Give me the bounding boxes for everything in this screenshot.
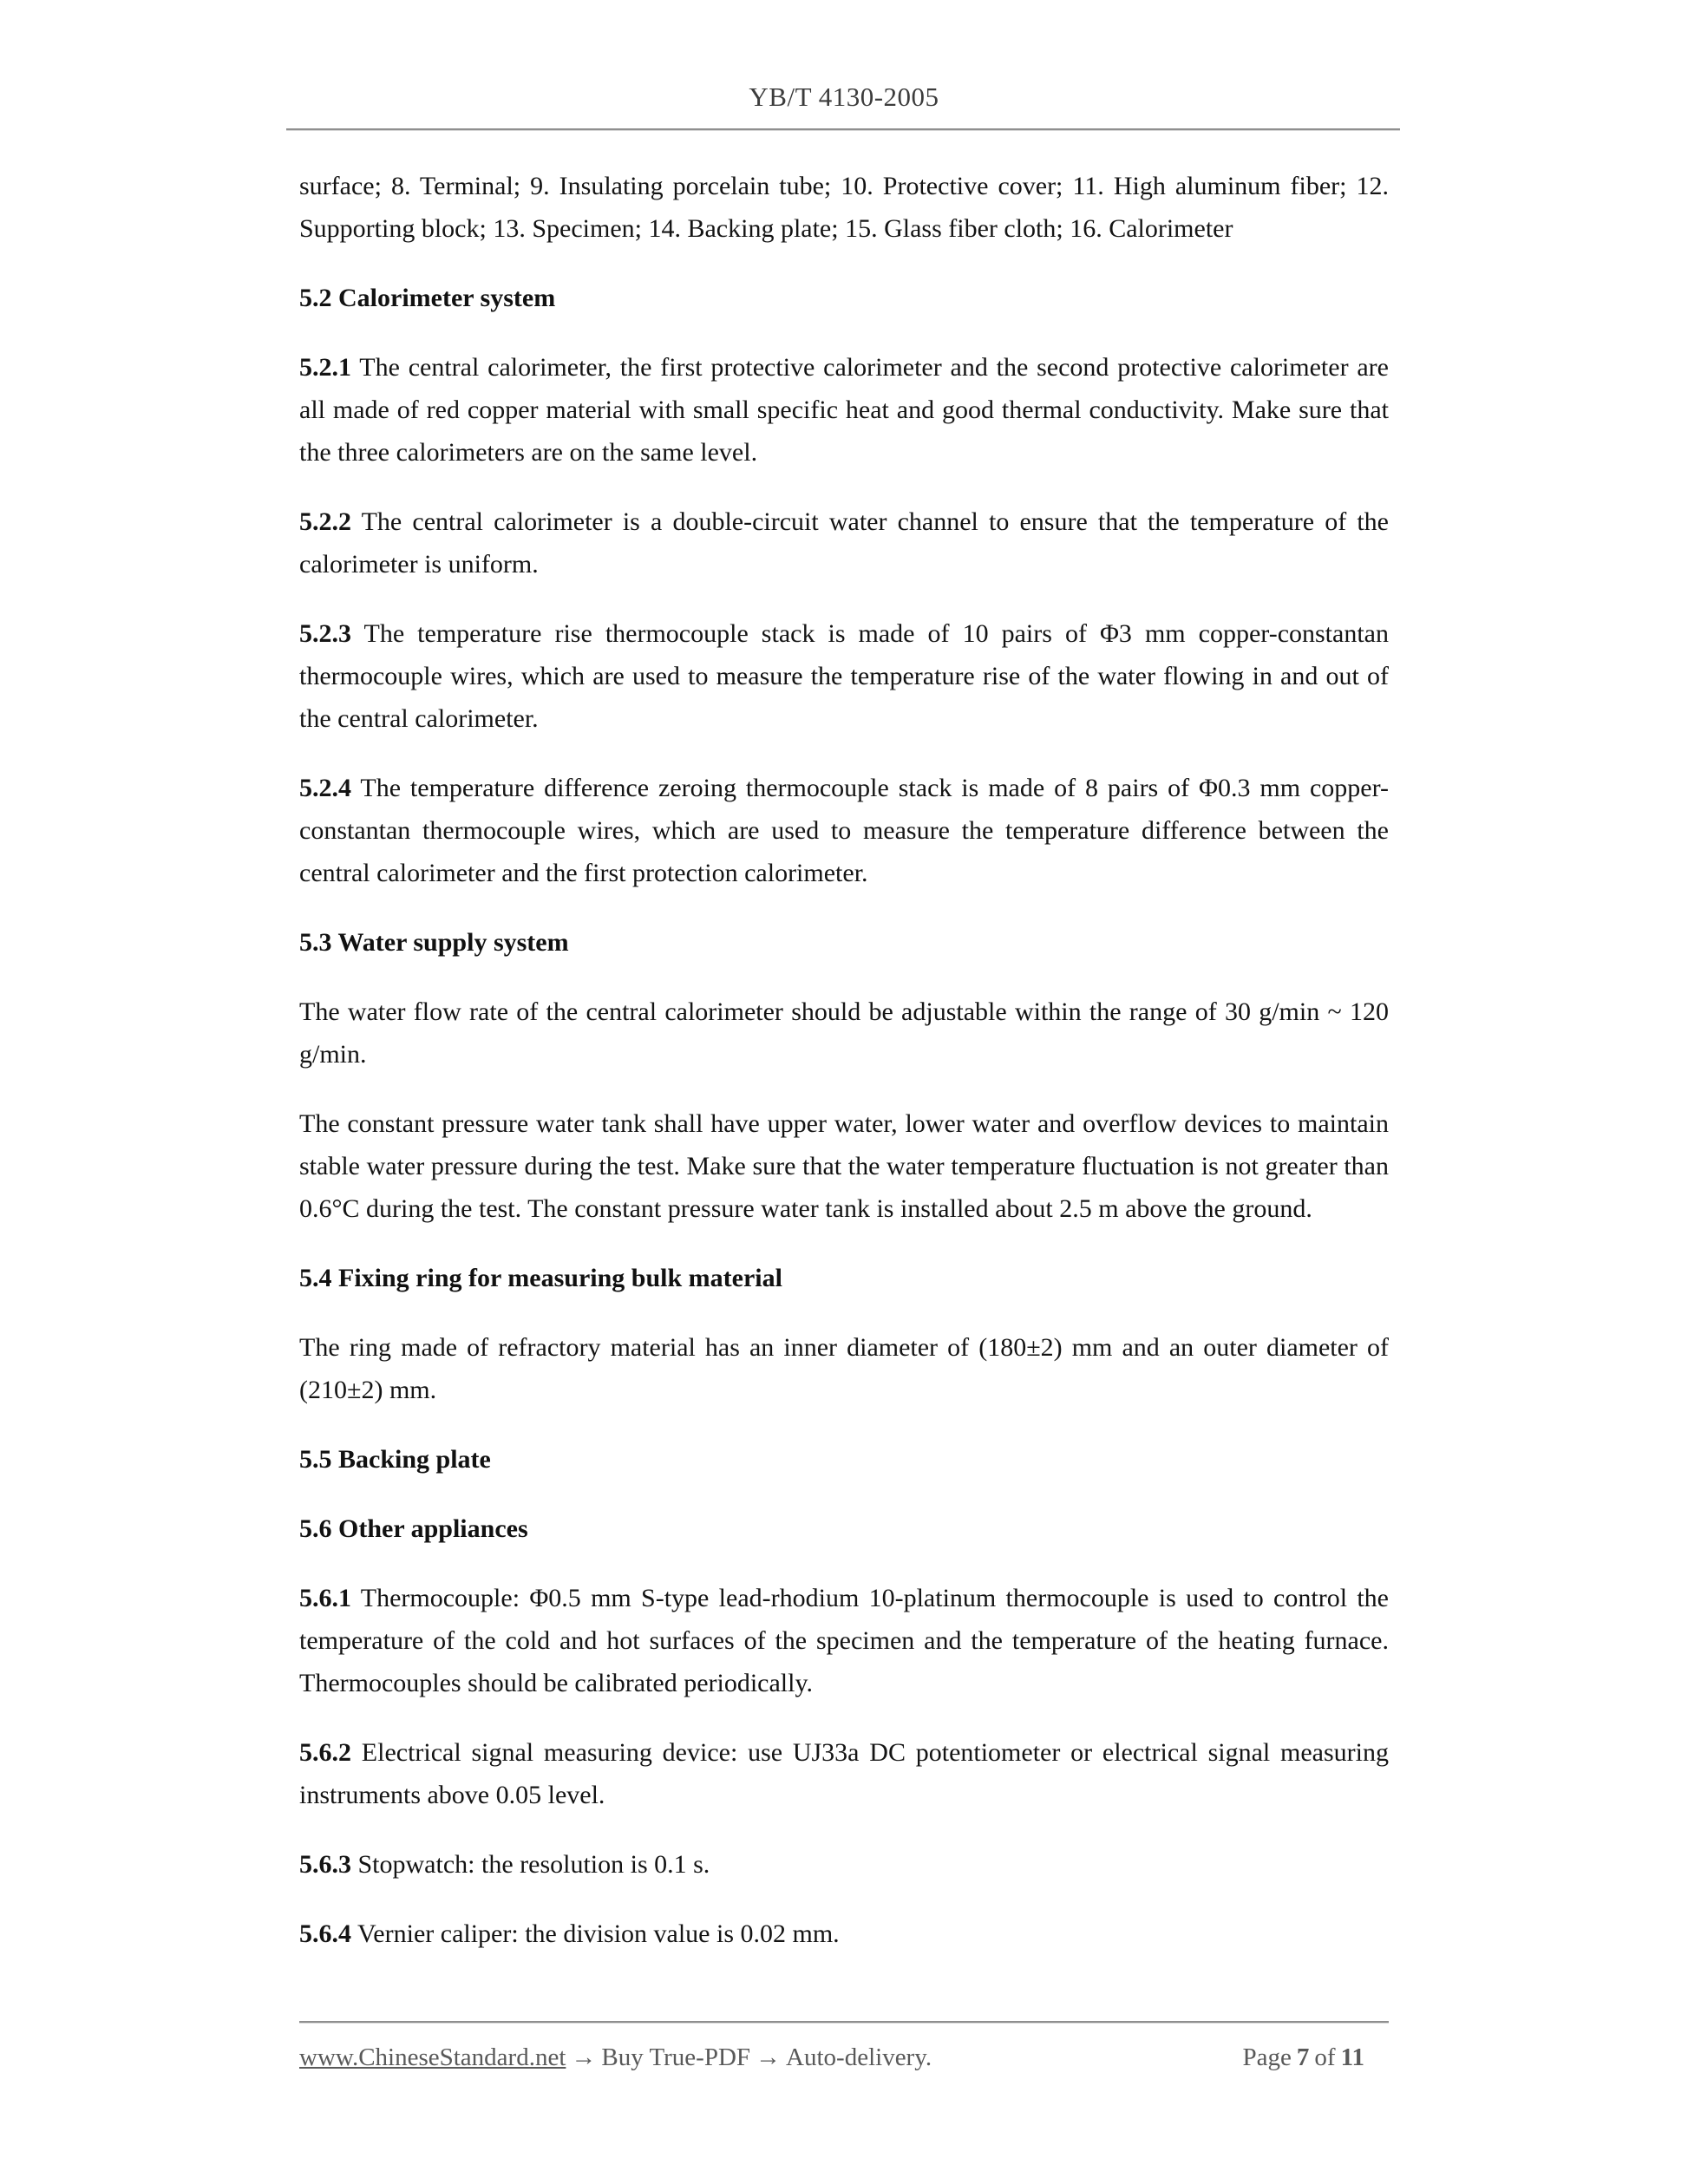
clause-5-6-1	[299, 1577, 1389, 1704]
clause-5-3-paragraph-2: The constant pressure water tank shall have upper water, lower water and overflow devices to maintain stable water pressure during the test. Make sure that the water temperature fluctuation is not greater than 0.6°C during the test. The constant pressure water tank is installed about 2.5 m above the ground.	[299, 1109, 1389, 1223]
document-body	[299, 165, 1389, 1955]
right-arrow-icon: →	[756, 2043, 782, 2071]
clause-5-2-2	[299, 500, 1389, 585]
header-divider	[286, 128, 1400, 131]
clause-number: 5.6.4	[299, 1919, 351, 1948]
page-footer	[299, 2021, 1389, 2077]
heading-5-6: 5.6 Other appliances	[299, 1514, 528, 1543]
standard-number-title: YB/T 4130-2005	[749, 82, 939, 112]
clause-text: The central calorimeter, the first protective calorimeter and the second protective calorimeter are all made of red copper material with small specific heat and good thermal conductivity. Make sure that the three calorimeters are on the same level.	[299, 353, 1389, 467]
clause-5-6-3	[299, 1843, 1389, 1886]
footer-delivery-label: Auto-delivery.	[786, 2043, 932, 2071]
page-indicator	[1243, 2037, 1389, 2077]
clause-5-2-3	[299, 612, 1389, 740]
footer-promo	[299, 2037, 932, 2077]
heading-5-5: 5.5 Backing plate	[299, 1445, 491, 1474]
clause-text: Thermocouple: Φ0.5 mm S-type lead-rhodium 10-platinum thermocouple is used to control the temperature of the cold and hot surfaces of the specimen and the temperature of the heating furnace. Thermocouples should be calibrated periodically.	[299, 1584, 1389, 1697]
clause-5-6-2	[299, 1731, 1389, 1816]
footer-buy-label: Buy True-PDF	[601, 2043, 751, 2071]
clause-5-2-4	[299, 767, 1389, 894]
page-of-label: of	[1314, 2043, 1336, 2071]
heading-5-2: 5.2 Calorimeter system	[299, 284, 556, 312]
clause-text: Vernier caliper: the division value is 0.02 mm.	[357, 1919, 840, 1948]
chinesestandard-link[interactable]: www.ChineseStandard.net	[299, 2043, 566, 2071]
page-label: Page	[1242, 2043, 1292, 2071]
clause-text: The temperature rise thermocouple stack is made of 10 pairs of Φ3 mm copper-constantan thermocouple wires, which are used to measure the temperature rise of the water flowing in and out of the central calorimeter.	[299, 619, 1389, 733]
clause-number: 5.6.3	[299, 1850, 351, 1879]
clause-text: Electrical signal measuring device: use UJ33a DC potentiometer or electrical signal measuring instruments above 0.05 level.	[299, 1738, 1389, 1809]
clause-text: The temperature difference zeroing thermocouple stack is made of 8 pairs of Φ0.3 mm copper-constantan thermocouple wires, which are used to measure the temperature difference between the central calorimeter and the first protection calorimeter.	[299, 774, 1389, 887]
clause-number: 5.6.1	[299, 1584, 351, 1612]
right-arrow-icon: →	[571, 2043, 597, 2071]
clause-5-6-4	[299, 1913, 1389, 1955]
clause-5-2-1	[299, 346, 1389, 474]
clause-text: Stopwatch: the resolution is 0.1 s.	[357, 1850, 710, 1879]
heading-5-3: 5.3 Water supply system	[299, 928, 569, 957]
clause-number: 5.2.4	[299, 774, 351, 802]
page-current-number: 7	[1296, 2043, 1310, 2071]
clause-5-4-paragraph: The ring made of refractory material has an inner diameter of (180±2) mm and an outer diameter of (210±2) mm.	[299, 1333, 1389, 1404]
clause-number: 5.2.2	[299, 507, 351, 536]
figure-caption-continuation: surface; 8. Terminal; 9. Insulating porcelain tube; 10. Protective cover; 11. High aluminum fiber; 12. Supporting block; 13. Specimen; 14. Backing plate; 15. Glass fiber cloth; 16. Calorimeter	[299, 172, 1389, 243]
clause-5-3-paragraph-1: The water flow rate of the central calorimeter should be adjustable within the range of 30 g/min ~ 120 g/min.	[299, 997, 1389, 1069]
clause-number: 5.6.2	[299, 1738, 351, 1767]
clause-number: 5.2.3	[299, 619, 351, 648]
page-header	[0, 0, 1688, 131]
heading-5-4: 5.4 Fixing ring for measuring bulk material	[299, 1264, 782, 1292]
clause-number: 5.2.1	[299, 353, 351, 382]
clause-text: The central calorimeter is a double-circuit water channel to ensure that the temperature of the calorimeter is uniform.	[299, 507, 1389, 579]
page-total-number: 11	[1340, 2043, 1364, 2071]
footer-divider	[299, 2021, 1389, 2024]
